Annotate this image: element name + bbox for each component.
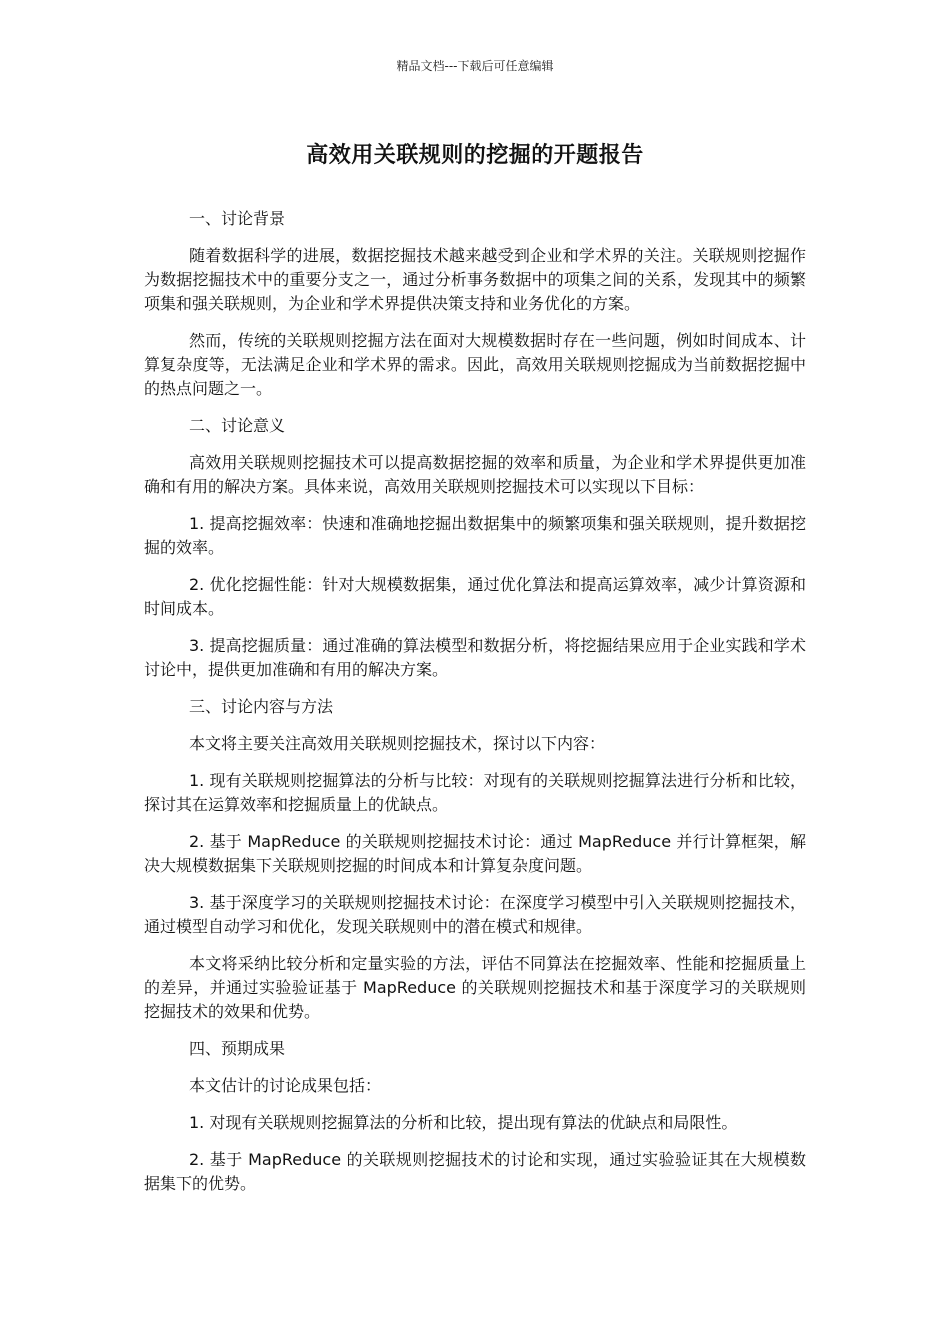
list-item: 2. 基于 MapReduce 的关联规则挖掘技术讨论：通过 MapReduce 并行计算框架，解决大规模数据集下关联规则挖掘的时间成本和计算复杂度问题。 xyxy=(144,832,806,875)
section-heading-content-method: 三、讨论内容与方法 xyxy=(189,697,334,716)
document-title: 高效用关联规则的挖掘的开题报告 xyxy=(306,143,644,168)
paragraph: 随着数据科学的进展，数据挖掘技术越来越受到企业和学术界的关注。关联规则挖掘作为数据挖掘技术中的重要分支之一，通过分析事务数据中的项集之间的关系，发现其中的频繁项集和强关联规则，为企业和学术界提供决策支持和业务优化的方案。 xyxy=(144,246,806,313)
paragraph: 本文将主要关注高效用关联规则挖掘技术，探讨以下内容： xyxy=(189,734,606,753)
list-item: 1. 提高挖掘效率：快速和准确地挖掘出数据集中的频繁项集和强关联规则，提升数据挖掘的效率。 xyxy=(144,514,806,557)
list-item: 3. 提高挖掘质量：通过准确的算法模型和数据分析，将挖掘结果应用于企业实践和学术讨论中，提供更加准确和有用的解决方案。 xyxy=(144,636,806,679)
header-note: 精品文档---下载后可任意编辑 xyxy=(396,59,554,73)
document-body xyxy=(144,207,806,1209)
paragraph: 本文将采纳比较分析和定量实验的方法，评估不同算法在挖掘效率、性能和挖掘质量上的差异，并通过实验验证基于 MapReduce 的关联规则挖掘技术和基于深度学习的关联规则挖掘技术的效果和优势。 xyxy=(144,954,806,1021)
list-item: 1. 现有关联规则挖掘算法的分析与比较：对现有的关联规则挖掘算法进行分析和比较，探讨其在运算效率和挖掘质量上的优缺点。 xyxy=(144,771,806,814)
paragraph: 然而，传统的关联规则挖掘方法在面对大规模数据时存在一些问题，例如时间成本、计算复杂度等，无法满足企业和学术界的需求。因此，高效用关联规则挖掘成为当前数据挖掘中的热点问题之一。 xyxy=(144,331,806,398)
list-item: 3. 基于深度学习的关联规则挖掘技术讨论：在深度学习模型中引入关联规则挖掘技术，通过模型自动学习和优化，发现关联规则中的潜在模式和规律。 xyxy=(144,893,806,936)
paragraph: 高效用关联规则挖掘技术可以提高数据挖掘的效率和质量，为企业和学术界提供更加准确和有用的解决方案。具体来说，高效用关联规则挖掘技术可以实现以下目标： xyxy=(144,453,806,496)
paragraph: 本文估计的讨论成果包括： xyxy=(189,1076,382,1095)
section-heading-background: 一、讨论背景 xyxy=(189,209,286,228)
list-item: 2. 优化挖掘性能：针对大规模数据集，通过优化算法和提高运算效率，减少计算资源和时间成本。 xyxy=(144,575,806,618)
section-heading-expected-results: 四、预期成果 xyxy=(189,1039,286,1058)
list-item: 1. 对现有关联规则挖掘算法的分析和比较，提出现有算法的优缺点和局限性。 xyxy=(189,1113,738,1132)
section-heading-significance: 二、讨论意义 xyxy=(189,416,286,435)
list-item: 2. 基于 MapReduce 的关联规则挖掘技术的讨论和实现，通过实验验证其在大规模数据集下的优势。 xyxy=(144,1150,806,1193)
